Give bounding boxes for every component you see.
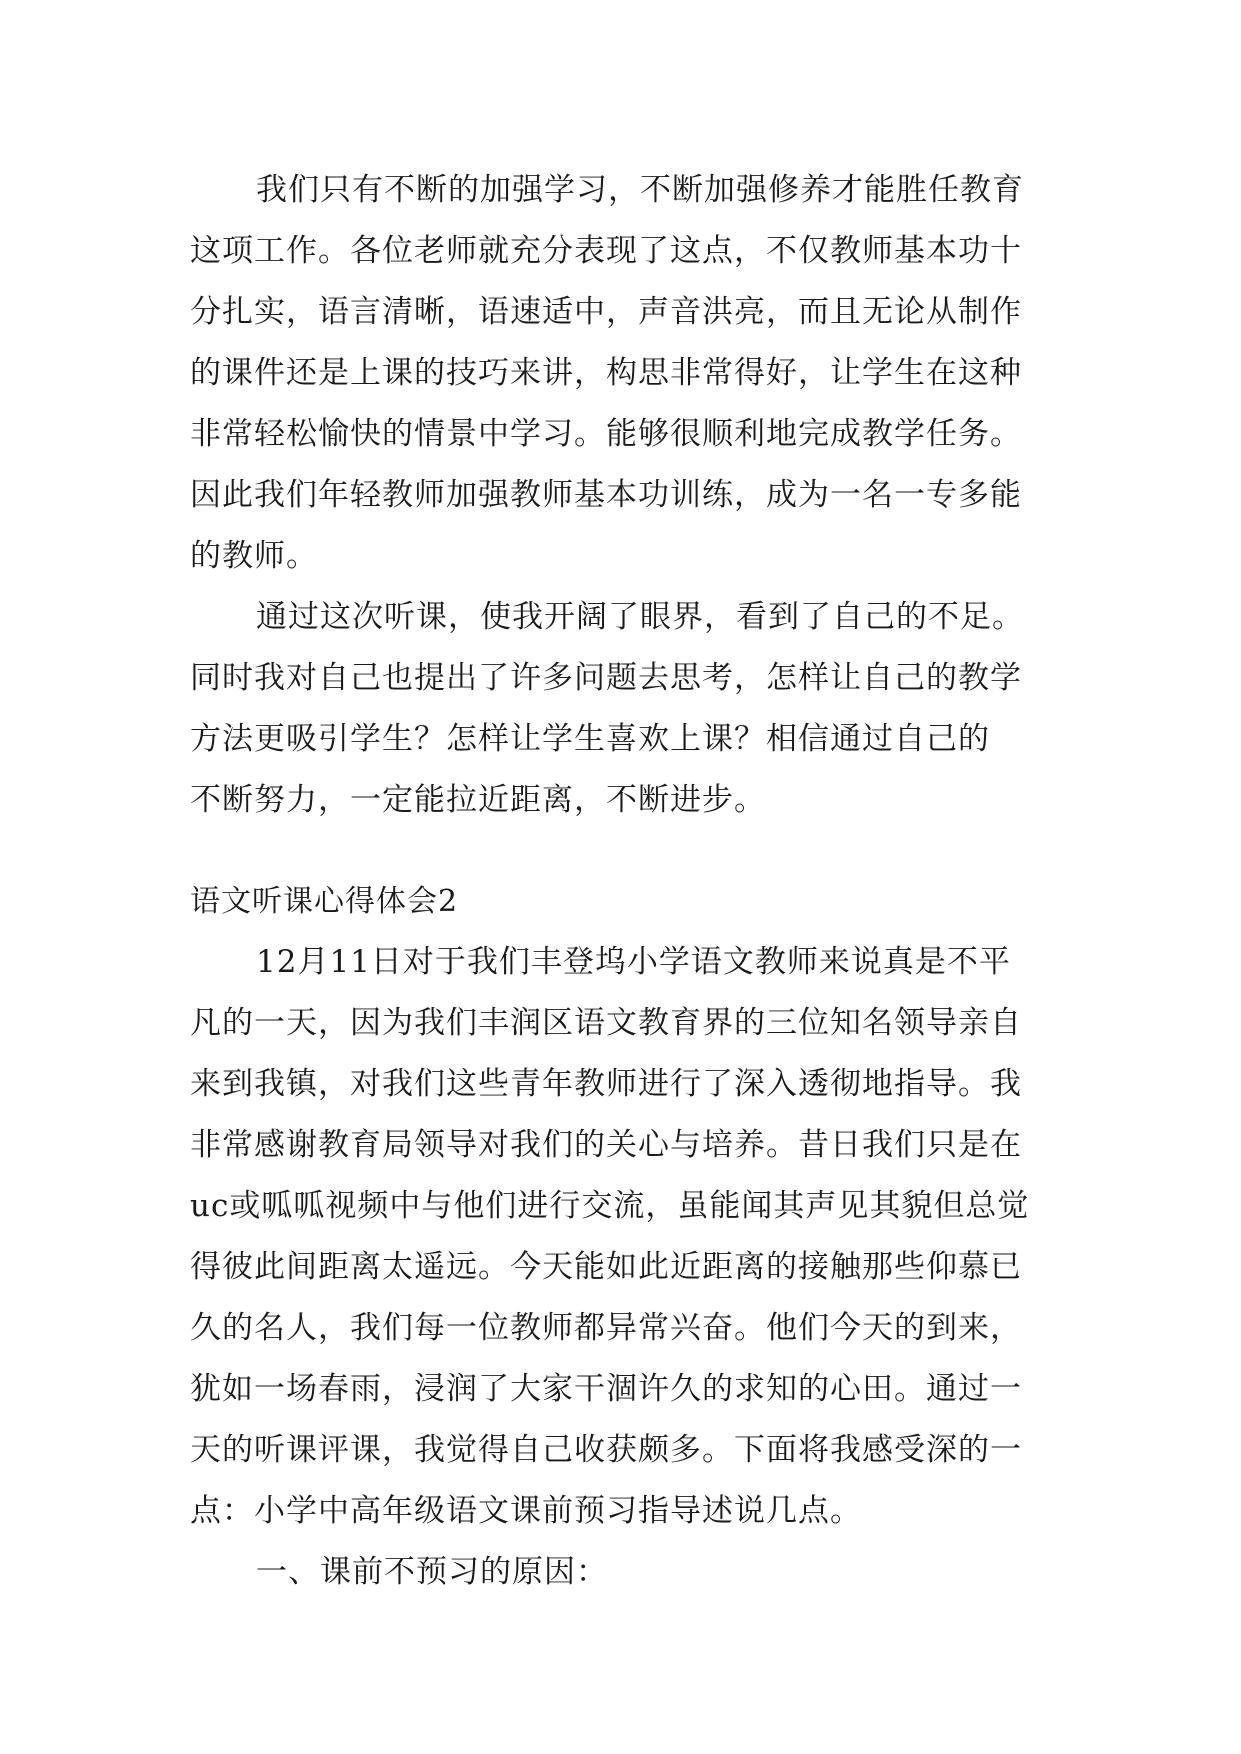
- text-line: 久的名人，我们每一位教师都异常兴奋。他们今天的到来，: [190, 1310, 1022, 1346]
- spacer: [190, 831, 1070, 871]
- text-line: 方法更吸引学生？怎样让学生喜欢上课？相信通过自己的: [190, 721, 990, 757]
- text-line: 犹如一场春雨，浸润了大家干涸许久的求知的心田。通过一: [190, 1371, 1022, 1407]
- text-line: 我们只有不断的加强学习，不断加强修养才能胜任教育: [256, 172, 1024, 208]
- paragraph-3: [190, 932, 1070, 1542]
- text-line: 这项工作。各位老师就充分表现了这点，不仅教师基本功十: [190, 233, 1022, 269]
- text-line: 凡的一天，因为我们丰润区语文教育界的三位知名领导亲自: [190, 1005, 1022, 1041]
- text-line: 非常感谢教育局领导对我们的关心与培养。昔日我们只是在: [190, 1127, 1022, 1163]
- section-heading: 语文听课心得体会2: [190, 884, 459, 919]
- text-line: 分扎实，语言清晰，语速适中，声音洪亮，而且无论从制作: [190, 294, 1022, 330]
- text-line: 天的听课评课，我觉得自己收获颇多。下面将我感受深的一: [190, 1432, 1022, 1468]
- text-line: 12月11日对于我们丰登坞小学语文教师来说真是不平: [256, 944, 1011, 980]
- text-line: 不断努力，一定能拉近距离，不断进步。: [190, 782, 766, 818]
- paragraph-1: [190, 160, 1070, 587]
- text-line: 的课件还是上课的技巧来讲，构思非常得好，让学生在这种: [190, 355, 1022, 391]
- text-line: 同时我对自己也提出了许多问题去思考，怎样让自己的教学: [190, 660, 1022, 696]
- text-line: 得彼此间距离太遥远。今天能如此近距离的接触那些仰慕已: [190, 1249, 1022, 1285]
- text-line: 来到我镇，对我们这些青年教师进行了深入透彻地指导。我: [190, 1066, 1022, 1102]
- text-line: 因此我们年轻教师加强教师基本功训练，成为一名一专多能: [190, 477, 1022, 513]
- text-line: 通过这次听课，使我开阔了眼界，看到了自己的不足。: [256, 599, 1024, 635]
- text-line: uc或呱呱视频中与他们进行交流，虽能闻其声见其貌但总觉: [190, 1188, 1030, 1224]
- document-body: [190, 160, 1070, 1603]
- text-line: 非常轻松愉快的情景中学习。能够很顺利地完成教学任务。: [190, 416, 1022, 452]
- paragraph-2: [190, 587, 1070, 831]
- subheading: 一、课前不预习的原因：: [256, 1554, 608, 1590]
- text-line: 的教师。: [190, 538, 318, 574]
- text-line: 点：小学中高年级语文课前预习指导述说几点。: [190, 1493, 862, 1529]
